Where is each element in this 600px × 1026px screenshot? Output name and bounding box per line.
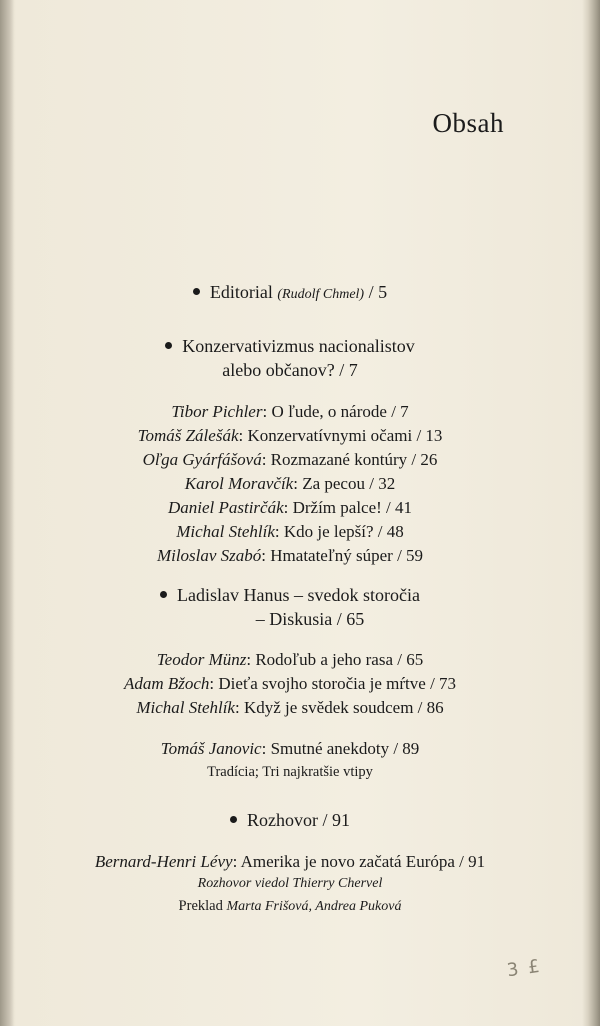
page-title: Obsah (432, 108, 504, 138)
bullet-icon (165, 342, 172, 349)
toc-entry: Tomáš Janovic: Smutné anekdoty / 89 (160, 739, 420, 758)
toc-entry: Michal Stehlík: Když je svědek soudcem / 86 (136, 698, 444, 717)
toc-entry-subtitle: Tradícia; Tri najkratšie vtipy (207, 764, 373, 780)
toc-entry: Teodor Münz: Rodoľub a jeho rasa / 65 (156, 650, 424, 669)
toc-entry: Adam Bžoch: Dieťa svojho storočia je mŕtve / 73 (123, 674, 457, 693)
toc-entry: Tomáš Zálešák: Konzervatívnymi očami / 13 (137, 426, 443, 445)
toc-section-heading: Rozhovor / 91 (40, 810, 540, 831)
toc-section-heading: Konzervativizmus nacionalistov (40, 336, 540, 357)
toc-entry-credit: Rozhovor viedol Thierry Chervel (197, 876, 383, 891)
toc-section-heading-cont: – Diskusia / 65 (255, 609, 365, 629)
page-edge (582, 0, 600, 1026)
toc-editorial: Editorial (Rudolf Chmel) / 5 (40, 282, 540, 303)
toc-section-heading: Ladislav Hanus – svedok storočia (40, 585, 540, 606)
toc-entry: Tibor Pichler: O ľude, o národe / 7 (171, 402, 409, 421)
toc-entry: Daniel Pastirčák: Držím palce! / 41 (167, 498, 413, 517)
bullet-icon (160, 591, 167, 598)
bullet-icon (193, 288, 200, 295)
toc-entry: Oľga Gyárfášová: Rozmazané kontúry / 26 (142, 450, 438, 469)
book-spine-shadow (0, 0, 14, 1026)
bullet-icon (230, 816, 237, 823)
toc-section-heading-cont: alebo občanov? / 7 (222, 360, 358, 380)
toc-entry: Karol Moravčík: Za pecou / 32 (184, 474, 396, 493)
toc-entry: Bernard-Henri Lévy: Amerika je novo začatá Európa / 91 (94, 852, 486, 871)
toc-entry-credit: Preklad Marta Frišová, Andrea Puková (178, 898, 402, 914)
pencil-price-note: 3 £ (506, 955, 544, 982)
toc-entry: Michal Stehlík: Kdo je lepší? / 48 (176, 522, 404, 541)
toc-entry: Miloslav Szabó: Hmatateľný súper / 59 (156, 546, 424, 565)
